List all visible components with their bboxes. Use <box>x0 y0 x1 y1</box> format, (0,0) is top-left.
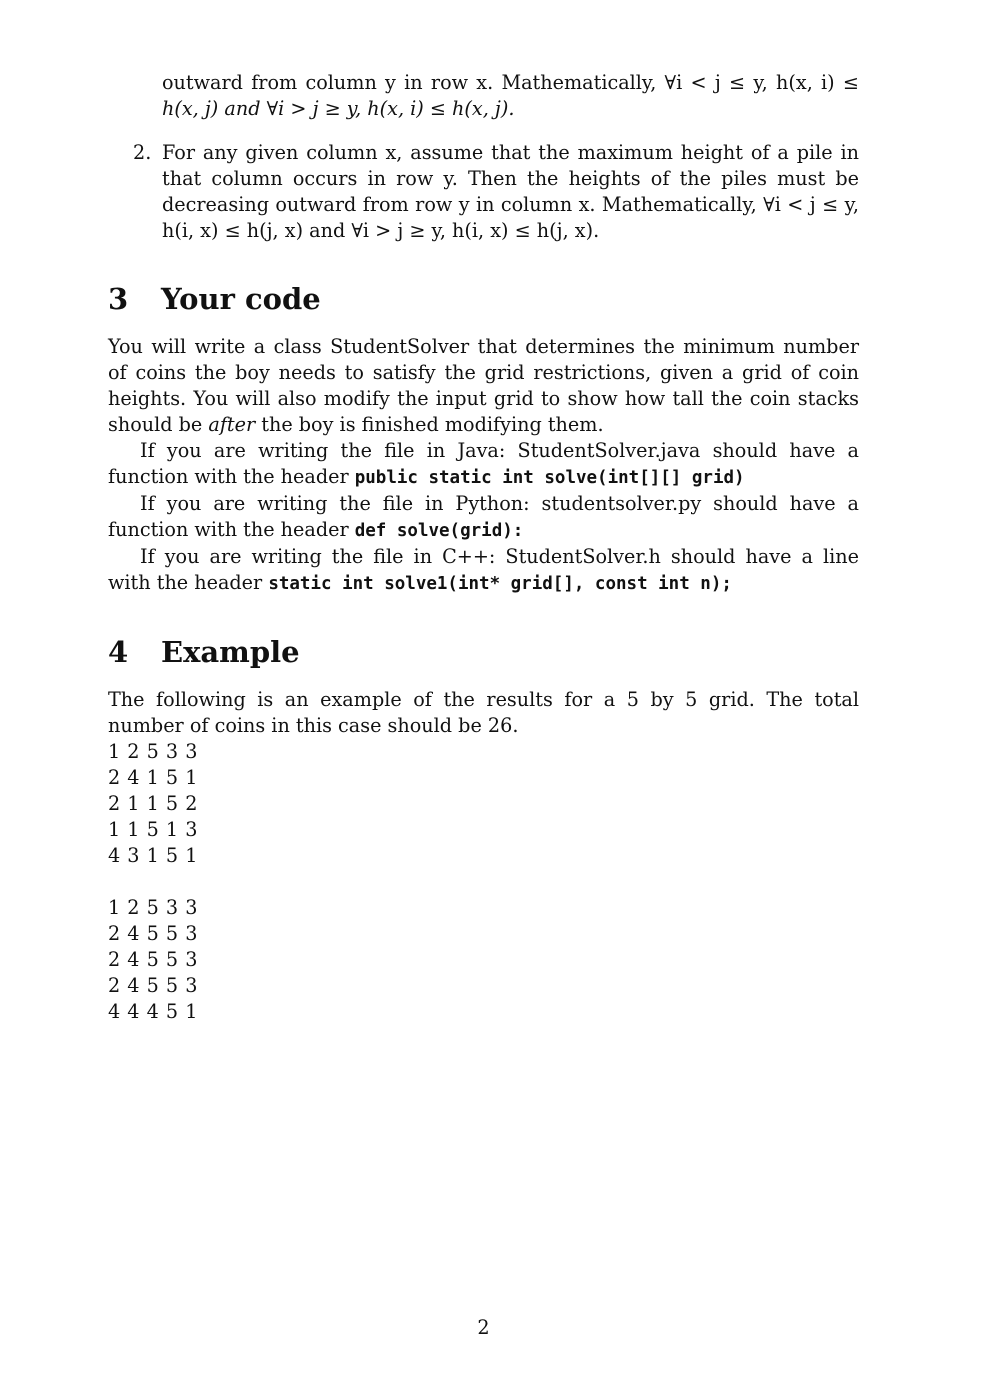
section-number: 4 <box>108 635 129 669</box>
document-page <box>108 70 859 1025</box>
cpp-paragraph <box>108 544 859 597</box>
grid-after <box>108 895 859 1025</box>
grid-row: 4 3 1 5 1 <box>108 844 198 867</box>
java-code: public static int solve(int[][] grid) <box>354 468 745 488</box>
list-item-number: 2. <box>133 141 152 164</box>
grid-row: 2 4 5 5 3 <box>108 922 198 945</box>
cpp-code: static int solve1(int* grid[], const int n); <box>268 574 732 594</box>
paragraph-text: the boy is finished modifying them. <box>255 413 604 436</box>
paragraph-text: If you are writing the file in C++: StudentSolver.h should have a line with the header <box>108 545 859 594</box>
paragraph-text: If you are writing the file in Java: StudentSolver.java should have a function with the header <box>108 439 859 488</box>
list-item-2 <box>133 140 859 244</box>
continued-line-1: outward from column y in row x. Mathematically, ∀i < j ≤ y, h(x, i) ≤ <box>162 71 859 94</box>
paragraph-text: If you are writing the file in Python: studentsolver.py should have a function with the header <box>108 492 859 541</box>
section-4-paragraph: The following is an example of the results for a 5 by 5 grid. The total number of coins in this case should be 26. <box>108 688 859 737</box>
grid-row: 1 1 5 1 3 <box>108 818 198 841</box>
grid-row: 4 4 4 5 1 <box>108 1000 198 1023</box>
grid-row: 2 1 1 5 2 <box>108 792 198 815</box>
grid-row: 2 4 1 5 1 <box>108 766 198 789</box>
page-number: 2 <box>477 1316 490 1339</box>
continued-line-2: h(x, j) and ∀i > j ≥ y, h(x, i) ≤ h(x, j). <box>162 97 515 120</box>
grid-row: 1 2 5 3 3 <box>108 896 198 919</box>
section-title: Your code <box>161 282 321 316</box>
paragraph-text: You will write a class StudentSolver that determines the minimum number of coins the boy needs to satisfy the grid restrictions, given a grid of coin heights. You will also modify the input grid to show how tall the coin stacks should be <box>108 335 859 436</box>
section-3-heading <box>108 282 859 316</box>
continued-item-1 <box>162 70 859 122</box>
section-title: Example <box>161 635 300 669</box>
emphasis-text: after <box>208 413 256 436</box>
grid-row: 2 4 5 5 3 <box>108 948 198 971</box>
list-item-text: For any given column x, assume that the maximum height of a pile in that column occurs in row y. Then the heights of the piles must be decreasing outward from row y in column x. Mathematically, ∀i < j ≤ y, h(i, x) ≤ h(j, x) and ∀i > j ≥ y, h(i, x) ≤ h(j, x). <box>162 141 859 242</box>
java-paragraph <box>108 438 859 491</box>
section-number: 3 <box>108 282 129 316</box>
section-4-heading <box>108 635 859 669</box>
python-paragraph <box>108 491 859 544</box>
section-3-paragraph-1 <box>108 334 859 438</box>
grid-row: 2 4 5 5 3 <box>108 974 198 997</box>
grid-before <box>108 739 859 869</box>
grid-row: 1 2 5 3 3 <box>108 740 198 763</box>
python-code: def solve(grid): <box>354 521 524 541</box>
